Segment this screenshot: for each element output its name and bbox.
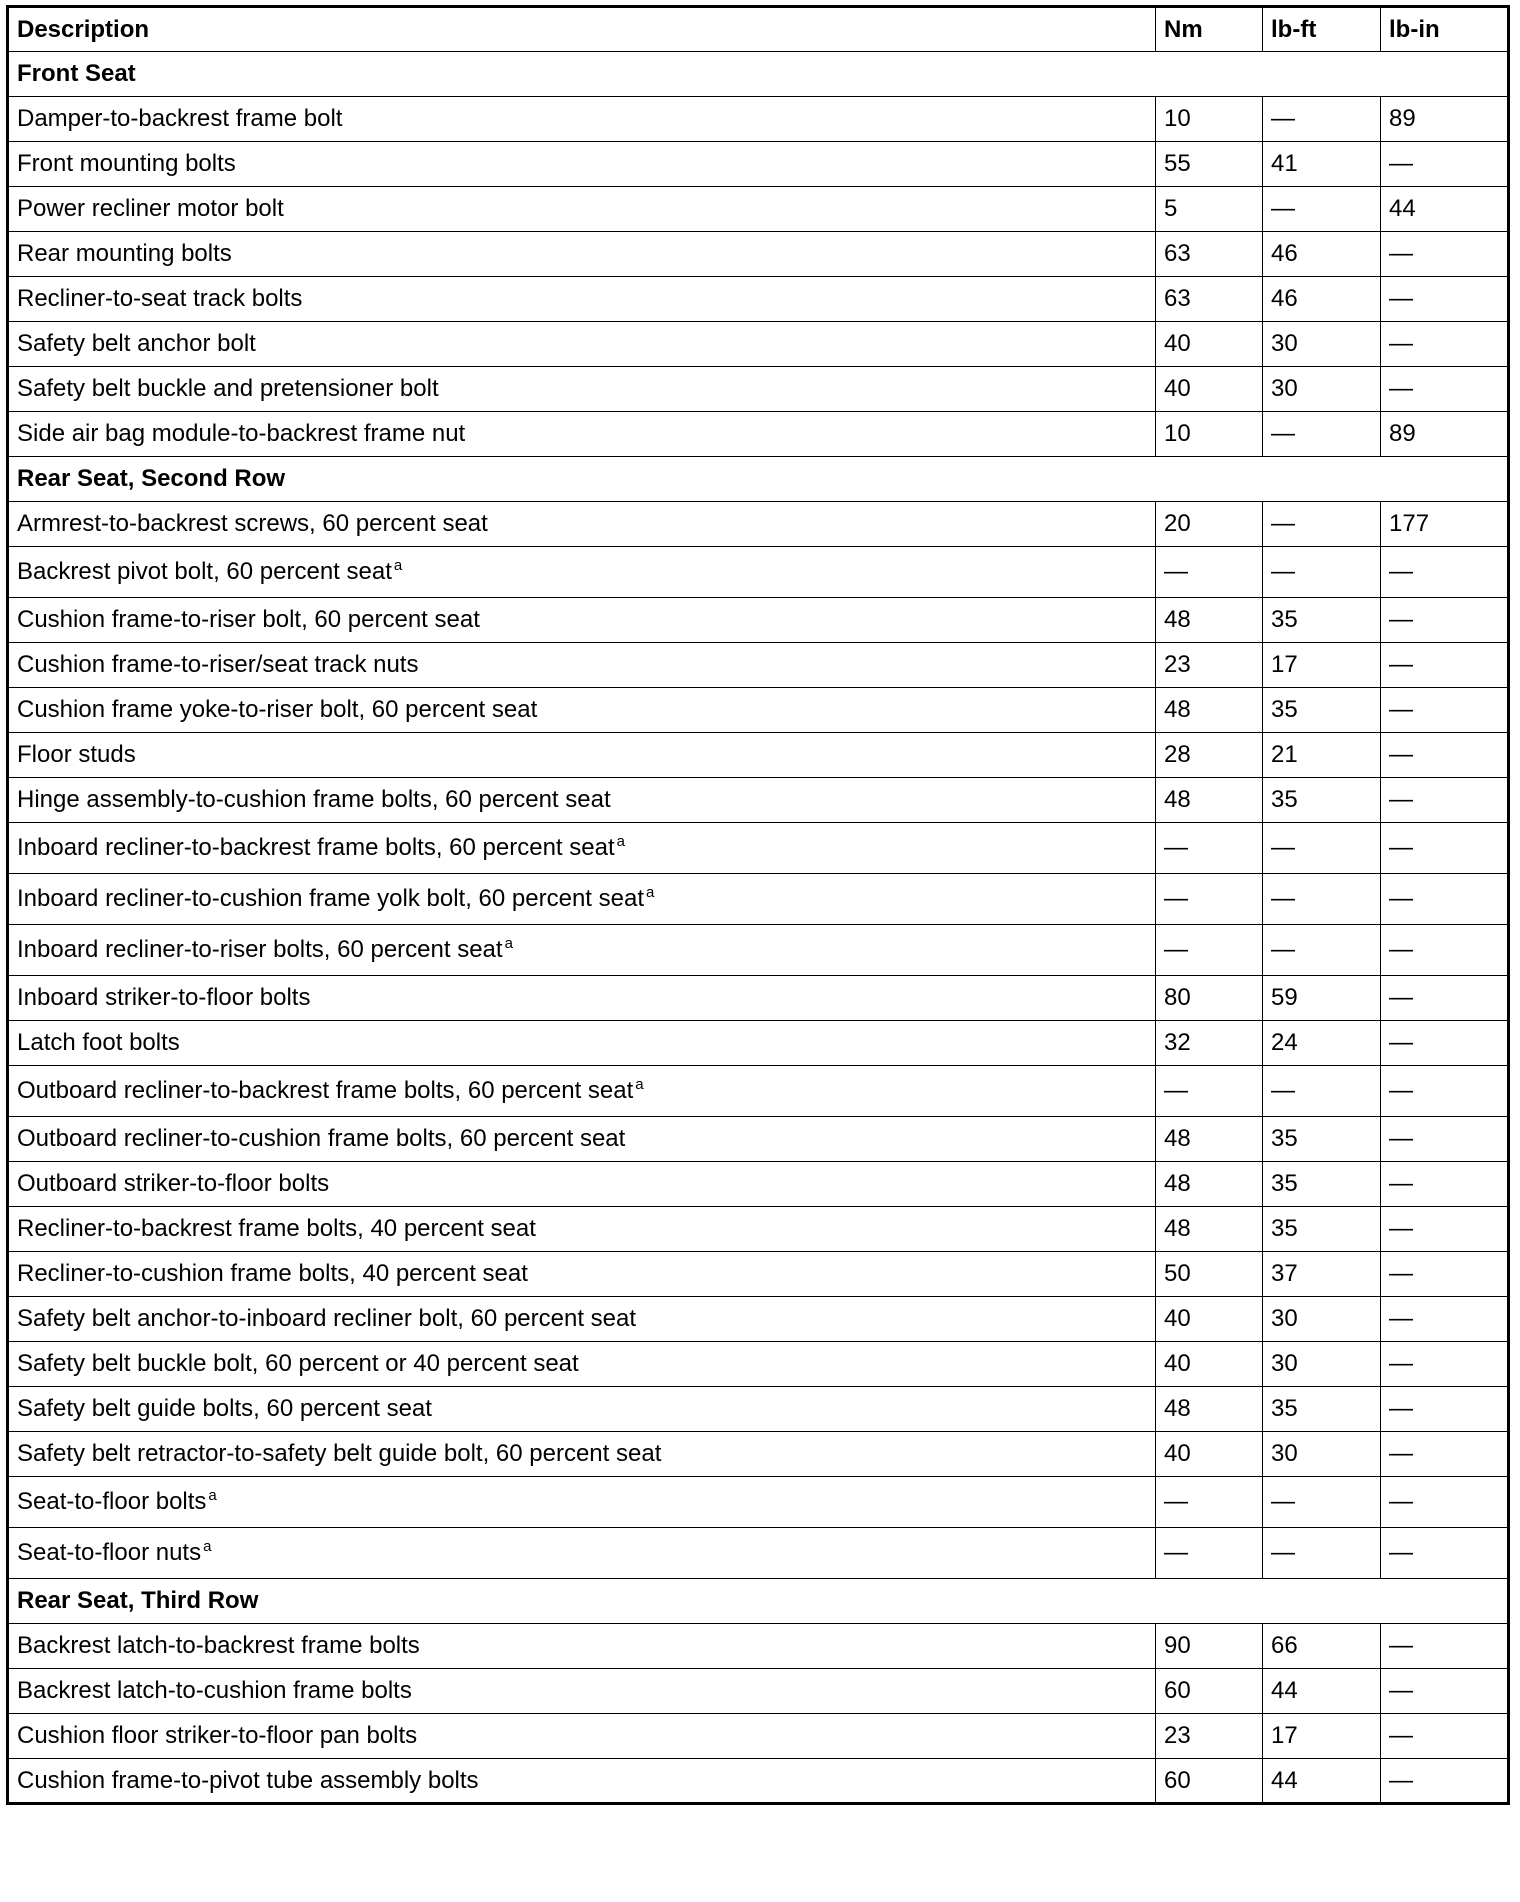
table-row (8, 277, 1509, 322)
nm-cell: 60 (1156, 1669, 1263, 1714)
description-cell (8, 1207, 1156, 1252)
footnote-marker: a (393, 557, 403, 574)
description-text: Cushion frame-to-pivot tube assembly bolts (17, 1766, 479, 1794)
lb-in-cell: 177 (1381, 502, 1509, 547)
lb-in-cell: — (1381, 1669, 1509, 1714)
nm-cell: 90 (1156, 1624, 1263, 1669)
nm-cell: — (1156, 925, 1263, 976)
table-row (8, 367, 1509, 412)
description-cell (8, 502, 1156, 547)
lb-in-cell: — (1381, 874, 1509, 925)
section-row (8, 1579, 1509, 1624)
nm-cell: 5 (1156, 187, 1263, 232)
nm-cell: 40 (1156, 1342, 1263, 1387)
nm-cell: 50 (1156, 1252, 1263, 1297)
nm-cell: 23 (1156, 643, 1263, 688)
nm-cell: — (1156, 547, 1263, 598)
description-cell (8, 277, 1156, 322)
description-cell (8, 142, 1156, 187)
lb-ft-cell: — (1263, 187, 1381, 232)
description-cell (8, 412, 1156, 457)
description-text: Power recliner motor bolt (17, 195, 284, 222)
lb-ft-cell: — (1263, 97, 1381, 142)
description-cell (8, 1387, 1156, 1432)
lb-ft-cell: 35 (1263, 688, 1381, 733)
lb-ft-cell: 46 (1263, 232, 1381, 277)
torque-spec-table (6, 5, 1510, 1805)
table-row (8, 598, 1509, 643)
table-row (8, 733, 1509, 778)
nm-cell: — (1156, 1477, 1263, 1528)
description-text: Recliner-to-backrest frame bolts, 40 percent seat (17, 1215, 536, 1242)
lb-in-cell: — (1381, 1066, 1509, 1117)
lb-ft-cell: — (1263, 1528, 1381, 1579)
section-row (8, 457, 1509, 502)
table-row (8, 823, 1509, 874)
table-row (8, 1528, 1509, 1579)
description-cell (8, 823, 1156, 874)
description-cell (8, 547, 1156, 598)
description-cell (8, 1342, 1156, 1387)
description-text: Backrest pivot bolt, 60 percent seat (17, 558, 392, 585)
column-header-description: Description (8, 7, 1156, 52)
nm-cell: 80 (1156, 976, 1263, 1021)
description-cell (8, 925, 1156, 976)
lb-ft-cell: 30 (1263, 367, 1381, 412)
lb-ft-cell: 30 (1263, 1432, 1381, 1477)
lb-ft-cell: — (1263, 1477, 1381, 1528)
lb-ft-cell: 66 (1263, 1624, 1381, 1669)
table-row (8, 643, 1509, 688)
lb-in-cell: 89 (1381, 412, 1509, 457)
lb-in-cell: — (1381, 1477, 1509, 1528)
description-text: Backrest latch-to-cushion frame bolts (17, 1677, 412, 1704)
description-cell (8, 1528, 1156, 1579)
nm-cell: 60 (1156, 1759, 1263, 1804)
description-text: Inboard recliner-to-cushion frame yolk bolt, 60 percent seat (17, 885, 644, 912)
description-text: Cushion frame-to-riser/seat track nuts (17, 651, 419, 678)
footnote-marker: a (504, 935, 513, 952)
nm-cell: 10 (1156, 412, 1263, 457)
table-row (8, 1669, 1509, 1714)
lb-in-cell: — (1381, 1297, 1509, 1342)
section-title: Front Seat (8, 52, 1509, 97)
description-text: Outboard recliner-to-cushion frame bolts, 60 percent seat (17, 1125, 626, 1152)
table-row (8, 1624, 1509, 1669)
lb-ft-cell: 21 (1263, 733, 1381, 778)
description-text: Cushion frame yoke-to-riser bolt, 60 percent seat (17, 696, 538, 723)
description-cell (8, 1477, 1156, 1528)
description-cell (8, 232, 1156, 277)
nm-cell: 48 (1156, 1387, 1263, 1432)
lb-in-cell: — (1381, 1117, 1509, 1162)
table-row (8, 1021, 1509, 1066)
description-text: Recliner-to-seat track bolts (17, 285, 303, 312)
description-text: Hinge assembly-to-cushion frame bolts, 60 percent seat (17, 786, 611, 813)
lb-in-cell: — (1381, 1759, 1509, 1804)
lb-in-cell: — (1381, 976, 1509, 1021)
section-title: Rear Seat, Third Row (8, 1579, 1509, 1624)
lb-in-cell: 89 (1381, 97, 1509, 142)
lb-in-cell: — (1381, 1162, 1509, 1207)
section-title: Rear Seat, Second Row (8, 457, 1509, 502)
table-row (8, 1252, 1509, 1297)
lb-ft-cell: — (1263, 547, 1381, 598)
table-body (8, 52, 1509, 1804)
lb-in-cell: — (1381, 1252, 1509, 1297)
description-text: Safety belt buckle and pretensioner bolt (17, 375, 439, 402)
nm-cell: 40 (1156, 1432, 1263, 1477)
table-row (8, 1477, 1509, 1528)
description-text: Recliner-to-cushion frame bolts, 40 percent seat (17, 1260, 528, 1287)
description-text: Safety belt retractor-to-safety belt guide bolt, 60 percent seat (17, 1440, 662, 1467)
nm-cell: 48 (1156, 1162, 1263, 1207)
table-row (8, 1207, 1509, 1252)
description-cell (8, 976, 1156, 1021)
description-cell (8, 1066, 1156, 1117)
nm-cell: 48 (1156, 688, 1263, 733)
table-row (8, 874, 1509, 925)
nm-cell: 40 (1156, 367, 1263, 412)
lb-ft-cell: — (1263, 823, 1381, 874)
nm-cell: 63 (1156, 232, 1263, 277)
lb-in-cell: — (1381, 925, 1509, 976)
table-row (8, 1432, 1509, 1477)
description-text: Outboard recliner-to-backrest frame bolts, 60 percent seat (17, 1077, 634, 1104)
description-cell (8, 733, 1156, 778)
lb-ft-cell: 17 (1263, 643, 1381, 688)
lb-ft-cell: 41 (1263, 142, 1381, 187)
description-text: Safety belt buckle bolt, 60 percent or 40 percent seat (17, 1350, 579, 1377)
table-row (8, 688, 1509, 733)
description-text: Safety belt guide bolts, 60 percent seat (17, 1395, 432, 1422)
description-cell (8, 1021, 1156, 1066)
description-cell (8, 643, 1156, 688)
nm-cell: 20 (1156, 502, 1263, 547)
lb-ft-cell: 35 (1263, 598, 1381, 643)
description-text: Armrest-to-backrest screws, 60 percent seat (17, 510, 488, 537)
section-row (8, 52, 1509, 97)
footnote-marker: a (203, 1538, 212, 1555)
description-text: Damper-to-backrest frame bolt (17, 105, 343, 132)
nm-cell: 28 (1156, 733, 1263, 778)
lb-ft-cell: 35 (1263, 1387, 1381, 1432)
lb-in-cell: — (1381, 823, 1509, 874)
description-cell (8, 688, 1156, 733)
lb-ft-cell: 30 (1263, 322, 1381, 367)
description-cell (8, 778, 1156, 823)
description-cell (8, 187, 1156, 232)
lb-ft-cell: 35 (1263, 1117, 1381, 1162)
description-text: Seat-to-floor bolts (17, 1488, 207, 1515)
table-row (8, 502, 1509, 547)
lb-in-cell: — (1381, 1432, 1509, 1477)
table-row (8, 97, 1509, 142)
lb-in-cell: — (1381, 1021, 1509, 1066)
table-row (8, 1297, 1509, 1342)
nm-cell: 32 (1156, 1021, 1263, 1066)
table-row (8, 1162, 1509, 1207)
lb-in-cell: — (1381, 1387, 1509, 1432)
nm-cell: 48 (1156, 1207, 1263, 1252)
lb-ft-cell: — (1263, 1066, 1381, 1117)
column-header-nm: Nm (1156, 7, 1263, 52)
table-row (8, 976, 1509, 1021)
description-text: Front mounting bolts (17, 150, 236, 177)
lb-ft-cell: 44 (1263, 1669, 1381, 1714)
table-row (8, 925, 1509, 976)
description-text: Inboard striker-to-floor bolts (17, 984, 311, 1011)
lb-in-cell: — (1381, 547, 1509, 598)
nm-cell: 10 (1156, 97, 1263, 142)
nm-cell: 63 (1156, 277, 1263, 322)
description-cell (8, 322, 1156, 367)
lb-in-cell: — (1381, 1528, 1509, 1579)
table-row (8, 1117, 1509, 1162)
lb-in-cell: — (1381, 232, 1509, 277)
lb-in-cell: — (1381, 598, 1509, 643)
table-row (8, 1387, 1509, 1432)
table-row (8, 142, 1509, 187)
description-text: Backrest latch-to-backrest frame bolts (17, 1632, 420, 1659)
description-cell (8, 598, 1156, 643)
description-cell (8, 1669, 1156, 1714)
lb-in-cell: 44 (1381, 187, 1509, 232)
table-row (8, 1066, 1509, 1117)
description-text: Latch foot bolts (17, 1029, 180, 1056)
lb-in-cell: — (1381, 778, 1509, 823)
description-text: Floor studs (17, 741, 136, 768)
lb-ft-cell: 24 (1263, 1021, 1381, 1066)
description-cell (8, 97, 1156, 142)
footnote-marker: a (646, 884, 655, 901)
column-header-lb-ft: lb-ft (1263, 7, 1381, 52)
lb-in-cell: — (1381, 142, 1509, 187)
column-header-lb-in: lb-in (1381, 7, 1509, 52)
lb-ft-cell: 59 (1263, 976, 1381, 1021)
header-row (8, 7, 1509, 52)
description-text: Cushion floor striker-to-floor pan bolts (17, 1722, 418, 1749)
description-cell (8, 1432, 1156, 1477)
lb-ft-cell: 30 (1263, 1297, 1381, 1342)
description-text: Safety belt anchor-to-inboard recliner bolt, 60 percent seat (17, 1305, 637, 1332)
lb-in-cell: — (1381, 643, 1509, 688)
description-cell (8, 367, 1156, 412)
nm-cell: 40 (1156, 322, 1263, 367)
footnote-marker: a (208, 1487, 217, 1504)
lb-ft-cell: 17 (1263, 1714, 1381, 1759)
lb-in-cell: — (1381, 322, 1509, 367)
footnote-marker: a (616, 833, 625, 850)
lb-in-cell: — (1381, 367, 1509, 412)
nm-cell: 40 (1156, 1297, 1263, 1342)
table-row (8, 1342, 1509, 1387)
lb-ft-cell: 37 (1263, 1252, 1381, 1297)
table-row (8, 412, 1509, 457)
description-text: Safety belt anchor bolt (17, 330, 256, 357)
description-cell (8, 1624, 1156, 1669)
lb-in-cell: — (1381, 733, 1509, 778)
description-text: Cushion frame-to-riser bolt, 60 percent seat (17, 606, 480, 633)
nm-cell: — (1156, 1066, 1263, 1117)
nm-cell: 23 (1156, 1714, 1263, 1759)
table-row (8, 1759, 1509, 1804)
description-text: Seat-to-floor nuts (17, 1539, 202, 1566)
description-text: Inboard recliner-to-backrest frame bolts, 60 percent seat (17, 834, 615, 861)
description-cell (8, 1117, 1156, 1162)
lb-ft-cell: — (1263, 502, 1381, 547)
lb-ft-cell: — (1263, 925, 1381, 976)
lb-in-cell: — (1381, 688, 1509, 733)
table-row (8, 547, 1509, 598)
table-row (8, 778, 1509, 823)
description-cell (8, 1162, 1156, 1207)
lb-ft-cell: — (1263, 412, 1381, 457)
description-cell (8, 1714, 1156, 1759)
description-text: Outboard striker-to-floor bolts (17, 1170, 330, 1197)
lb-in-cell: — (1381, 1342, 1509, 1387)
table-row (8, 322, 1509, 367)
nm-cell: — (1156, 874, 1263, 925)
description-cell (8, 1252, 1156, 1297)
description-text: Inboard recliner-to-riser bolts, 60 percent seat (17, 936, 503, 963)
lb-ft-cell: 30 (1263, 1342, 1381, 1387)
nm-cell: 48 (1156, 1117, 1263, 1162)
description-text: Side air bag module-to-backrest frame nut (17, 420, 466, 447)
description-cell (8, 1297, 1156, 1342)
table-row (8, 187, 1509, 232)
table-row (8, 1714, 1509, 1759)
lb-in-cell: — (1381, 277, 1509, 322)
lb-ft-cell: 35 (1263, 1162, 1381, 1207)
lb-ft-cell: 44 (1263, 1759, 1381, 1804)
nm-cell: — (1156, 823, 1263, 874)
lb-ft-cell: 35 (1263, 1207, 1381, 1252)
table-row (8, 232, 1509, 277)
lb-in-cell: — (1381, 1624, 1509, 1669)
lb-in-cell: — (1381, 1714, 1509, 1759)
description-text: Rear mounting bolts (17, 240, 232, 267)
footnote-marker: a (635, 1076, 644, 1093)
nm-cell: 48 (1156, 598, 1263, 643)
lb-ft-cell: — (1263, 874, 1381, 925)
lb-ft-cell: 46 (1263, 277, 1381, 322)
nm-cell: 48 (1156, 778, 1263, 823)
nm-cell: — (1156, 1528, 1263, 1579)
nm-cell: 55 (1156, 142, 1263, 187)
description-cell (8, 1759, 1156, 1804)
lb-ft-cell: 35 (1263, 778, 1381, 823)
description-cell (8, 874, 1156, 925)
lb-in-cell: — (1381, 1207, 1509, 1252)
